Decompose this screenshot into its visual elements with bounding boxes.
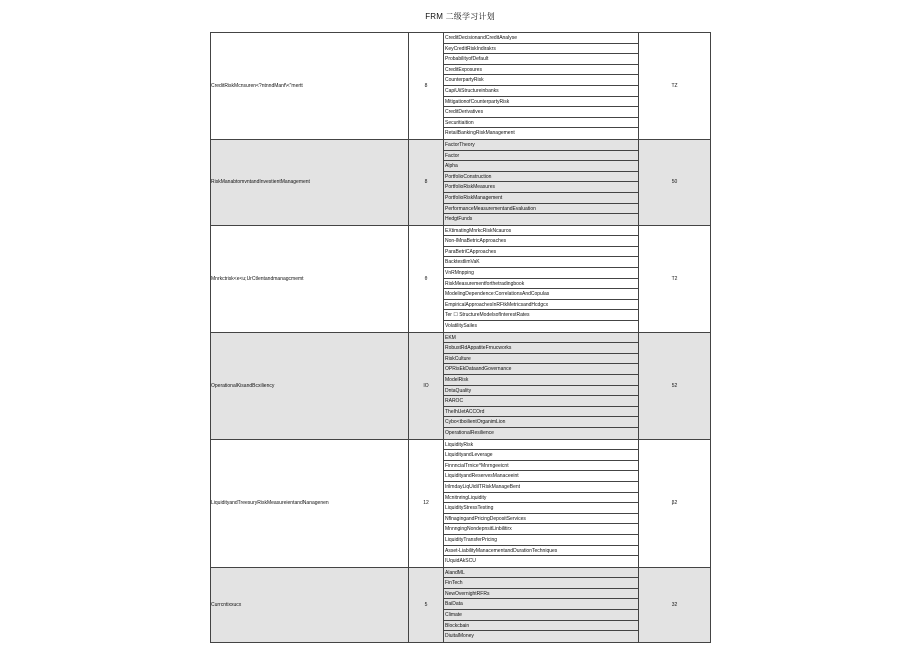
- topic-item: Asset-LiabilityManacementandDurationTechniques: [444, 546, 638, 557]
- topic-item: TheIhUetACCOrd: [444, 407, 638, 418]
- reading-count-cell: θ: [409, 225, 444, 332]
- topic-item: RAROC: [444, 396, 638, 407]
- topic-item: Non-lMnaBetricApproaches: [444, 236, 638, 247]
- topics-cell: [444, 332, 639, 439]
- topics-cell: [444, 439, 639, 567]
- topic-item: CreditDerivatives: [444, 107, 638, 118]
- topic-item: IrilmdayLiqUidilTRiskManageBent: [444, 482, 638, 493]
- subject-name-cell: Mnrkctrisk<e<u;UrCtlentandmanagcmemt: [211, 225, 409, 332]
- topic-item: EmpiricalApproachesInRFtkMetricsandHcdgcx: [444, 300, 638, 311]
- topic-item: LiquidityandLeverage: [444, 450, 638, 461]
- topic-item: CounterpartyRisk: [444, 75, 638, 86]
- topic-item: Alpha: [444, 161, 638, 172]
- topic-item: NflnagingandPricingDepositServices: [444, 514, 638, 525]
- subject-name-cell: LiquidityandTreesuryRiskMeasureientandNanagenen: [211, 439, 409, 567]
- topic-item: ProbabilityofDefault: [444, 54, 638, 65]
- topic-item: OperationalResilience: [444, 428, 638, 439]
- topic-item: VnRMnpping: [444, 268, 638, 279]
- reading-count-cell: 12: [409, 439, 444, 567]
- subject-name-cell: Currcntixxucx: [211, 567, 409, 642]
- topic-item: CreditDecisionandCreditAnalyse: [444, 33, 638, 44]
- table-row: [211, 225, 711, 332]
- topics-cell: [444, 225, 639, 332]
- topic-item: PortfolioRiskManagement: [444, 193, 638, 204]
- topic-item: CreditExposures: [444, 65, 638, 76]
- topic-item: LiquidityTransferPricing: [444, 535, 638, 546]
- table-row: [211, 332, 711, 439]
- reading-count-cell: IO: [409, 332, 444, 439]
- topic-item: IUquidAkSCU: [445, 558, 476, 565]
- topic-item: MitigationofCounterpartyRisk: [444, 97, 638, 108]
- topic-item: PortfolioConstruction: [444, 172, 638, 183]
- topic-item: RiskMeasurementforthetradingbook: [444, 279, 638, 290]
- topics-cell: [444, 139, 639, 225]
- table-row: [211, 139, 711, 225]
- table-row: [211, 439, 711, 567]
- topics-cell: [444, 33, 639, 140]
- topic-item: PerformanceMeasurementandEvaluation: [444, 204, 638, 215]
- topic-item: ModelRisk: [444, 375, 638, 386]
- topic-item: Ter ☐ StructureModelsofInterestRates: [444, 310, 638, 321]
- topic-item: OPRisEkDataandGovernance: [444, 364, 638, 375]
- topic-item: Securitiaition: [444, 118, 638, 129]
- topic-item: ParaBetriCApproaches: [444, 247, 638, 258]
- topic-item: KeyCreditRiskIndirakrs: [444, 44, 638, 55]
- subject-name-cell: OperationalKisandBcxiliency: [211, 332, 409, 439]
- topic-item: DiuitalMoney: [444, 631, 638, 642]
- subject-name-cell: CreditRiskMcnsuren<?ntnndManf\<"mertt: [211, 33, 409, 140]
- topic-item: ModelingDependence:CorrelationsAndCopulas: [444, 289, 638, 300]
- topic-item: LiquidityRisk: [444, 440, 638, 451]
- study-plan-body: [211, 33, 711, 643]
- topic-item: Blockcbain: [444, 621, 638, 632]
- topic-item: Factor: [444, 151, 638, 162]
- topic-item: LiquidityandReservesManaceeint: [444, 471, 638, 482]
- topic-item: EKM: [444, 333, 638, 344]
- topic-item: FinnncialTrnice^Mnrngeeicnt: [444, 461, 638, 472]
- topic-item: CapiUiiStructureinbanks: [444, 86, 638, 97]
- topic-item: HedgtFunds: [444, 214, 638, 225]
- topic-item: BacktestlimVaK: [444, 257, 638, 268]
- topic-item: DntaQuality: [444, 386, 638, 397]
- topic-item: FinTech: [444, 578, 638, 589]
- subject-name-cell: RiskManabtomvntandInvestientManagement: [211, 139, 409, 225]
- hours-cell: 50: [639, 139, 711, 225]
- table-row: [211, 567, 711, 642]
- topic-item: RetailBankingRiskManagement: [445, 130, 515, 137]
- hours-cell: 32: [639, 567, 711, 642]
- reading-count-cell: 8: [409, 139, 444, 225]
- topic-item: AlandML: [444, 568, 638, 579]
- topic-item: McnitnringLiquidity: [444, 493, 638, 504]
- topic-item: Cybo<tboilientOrganimLion: [444, 417, 638, 428]
- reading-count-cell: 5: [409, 567, 444, 642]
- topic-item: FactorTheory: [444, 140, 638, 151]
- topic-item: EXtimatingMnrkcRiskNcauros: [444, 226, 638, 237]
- hours-cell: β2: [639, 439, 711, 567]
- hours-cell: T2: [639, 225, 711, 332]
- topic-item: RiskCulture: [444, 354, 638, 365]
- topic-item: NewOvernightRFRs: [444, 589, 638, 600]
- topic-item: Climate: [444, 610, 638, 621]
- reading-count-cell: 8: [409, 33, 444, 140]
- hours-cell: TZ: [639, 33, 711, 140]
- topic-item: RobustRdAppatiteFrnucworks: [444, 343, 638, 354]
- topic-item: LiquidityStressTesting: [444, 503, 638, 514]
- topic-item: PortfolioRiskMeasures: [444, 182, 638, 193]
- page-title: FRM 二级学习计划: [425, 12, 495, 21]
- study-plan-table: [210, 32, 711, 643]
- hours-cell: 52: [639, 332, 711, 439]
- topic-item: BaiData: [444, 599, 638, 610]
- topics-cell: [444, 567, 639, 642]
- topic-item: VolatilitySailes: [445, 323, 477, 330]
- table-row: [211, 33, 711, 140]
- topic-item: MnnngingNondepnsitLinbilitirx: [444, 524, 638, 535]
